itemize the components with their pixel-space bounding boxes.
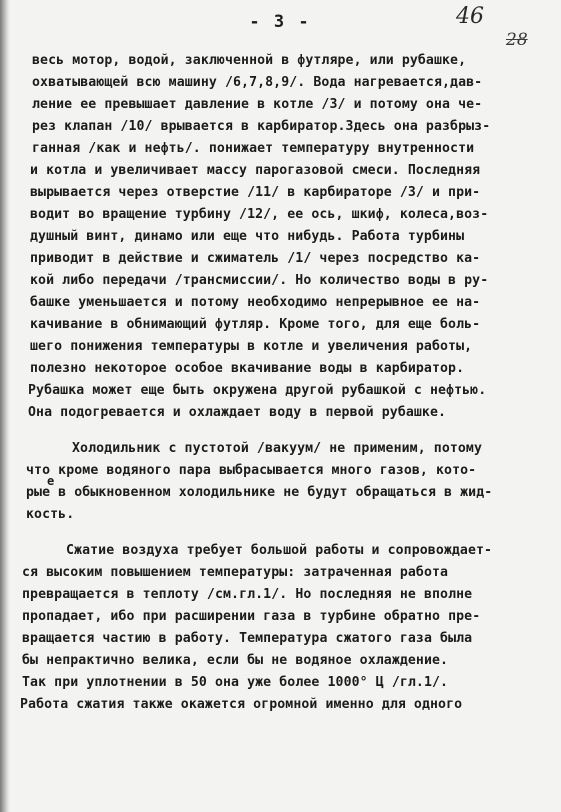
handwritten-page-number: 46 — [456, 4, 484, 29]
scan-edge-shadow — [0, 0, 10, 812]
text-line: качивание в обнимающий футляр. Кроме того, для еще боль- — [30, 317, 481, 332]
text-line: весь мотор, водой, заключенной в футляре, или рубашке, — [32, 53, 467, 68]
text-line: ся высоким повышением температуры: затраченная работа — [22, 565, 449, 580]
text-line: шего понижения температуры в котле и увеличения работы, — [30, 339, 473, 354]
text-line: вращается частию в работу. Температура сжатого газа была — [22, 631, 473, 646]
text-line: кость. — [26, 507, 75, 522]
text-line: водит во вращение турбину /12/, ее ось, шкиф, колеса,воз- — [30, 207, 489, 222]
text-line: вырывается через отверстие /11/ в карбираторе /3/ и при- — [30, 185, 481, 200]
text-line: Рубашка может еще быть окружена другой рубашкой с нефтью. — [28, 383, 487, 398]
text-line: Сжатие воздуха требует большой работы и сопровождает- — [66, 543, 493, 558]
handwritten-insert-mark: е — [47, 474, 55, 488]
text-line: ганная /как и нефть/. понижает температуру внутренности — [32, 141, 475, 156]
text-line: башке уменьшается и потому необходимо непрерывное ее на- — [30, 295, 481, 310]
text-line: бы непрактично велика, если бы не водяное охлаждение. — [22, 653, 449, 668]
text-line: Работа сжатия также окажется огромной именно для одного — [20, 697, 463, 712]
text-line: Так при уплотнении в 50 она уже более 1000° Ц /гл.1/. — [22, 675, 449, 690]
text-line: Она подогревается и охлаждает воду в первой рубашке. — [28, 405, 447, 420]
text-line: рые в обыкновенном холодильнике не будут обращаться в жид- — [26, 485, 493, 500]
text-line: рез клапан /10/ врывается в карбиратор.Здесь она разбрыз- — [32, 119, 491, 134]
text-line: кой либо передачи /трансмиссии/. Но количество воды в ру- — [30, 273, 489, 288]
text-line: и котла и увеличивает массу парогазовой смеси. Последняя — [30, 163, 481, 178]
text-line: полезно некоторое особое вкачивание воды в карбиратор. — [30, 361, 465, 376]
text-line: пропадает, ибо при расширении газа в турбине обратно пре- — [22, 609, 481, 624]
page-number: - 3 - — [249, 12, 311, 32]
text-line: превращается в теплоту /см.гл.1/. Но последняя не вполне — [22, 587, 473, 602]
handwritten-struck-number: 28 — [506, 30, 528, 50]
text-line: что кроме водяного пара выбрасывается много газов, кото- — [26, 463, 477, 478]
text-line: Холодильник с пустотой /вакуум/ не применим, потому — [72, 441, 483, 456]
text-line: ление ее превышает давление в котле /3/ и потому она че- — [32, 97, 483, 112]
text-line: душный винт, динамо или еще что нибудь. Работа турбины — [30, 229, 465, 244]
text-line: приводит в действие и сжиматель /1/ через посредство ка- — [30, 251, 481, 266]
text-line: охватывающей всю машину /6,7,8,9/. Вода нагревается,дав- — [32, 75, 483, 90]
